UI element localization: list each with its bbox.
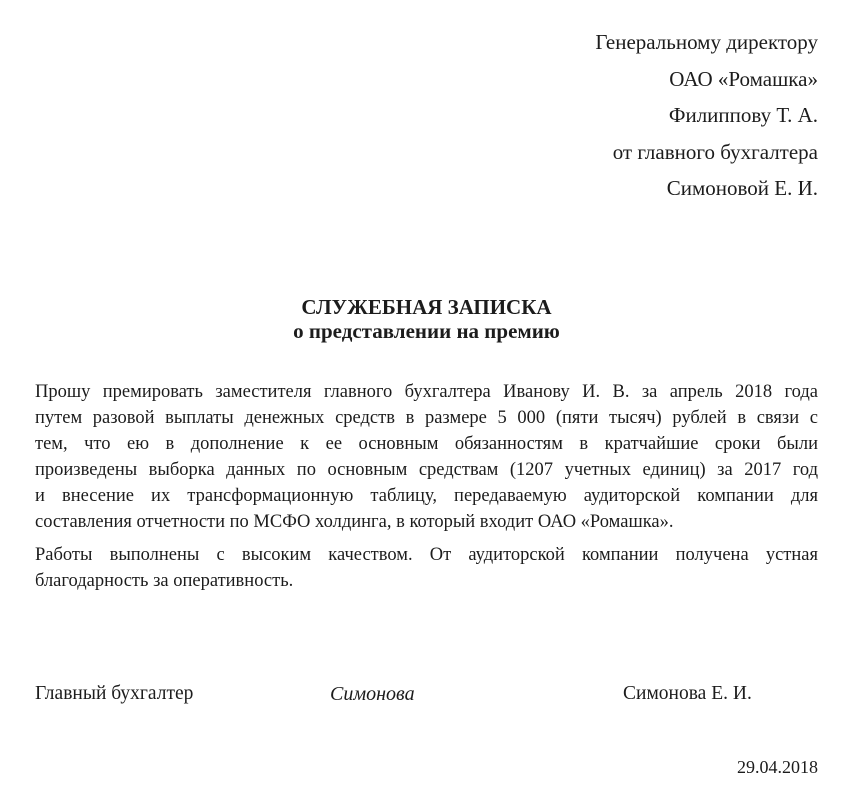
text-line: составления отчетности по МСФО холдинга, в который входит ОАО «Ромашка». xyxy=(35,511,674,532)
text-line: благодарность за оперативность. xyxy=(35,570,294,591)
text-line: Симоновой Е. И. xyxy=(666,176,818,200)
text-line: и внесение их трансформационную таблицу, передаваемую аудиторской компании для xyxy=(35,485,818,506)
text-line: путем разовой выплаты денежных средств в размере 5 000 (пяти тысяч) рублей в связи с xyxy=(35,407,818,428)
body-paragraph-quality xyxy=(35,542,818,594)
handwritten-signature: Симонова xyxy=(330,682,415,705)
text-line: произведены выборка данных по основным средствам (1207 учетных единиц) за 2017 год xyxy=(35,459,818,480)
signer-position-label: Главный бухгалтер xyxy=(35,682,194,704)
document-title-block xyxy=(35,295,818,343)
text-line: Прошу премировать заместителя главного бухгалтера Иванову И. В. за апрель 2018 года xyxy=(35,381,818,402)
text-line: от главного бухгалтера xyxy=(612,139,818,164)
signer-name: Симонова Е. И. xyxy=(623,682,752,704)
text-line: ОАО «Ромашка» xyxy=(669,66,818,91)
text-line: тем, что ею в дополнение к ее основным обязанностям в кратчайшие сроки были xyxy=(35,433,818,454)
document-title: СЛУЖЕБНАЯ ЗАПИСКА xyxy=(301,294,552,319)
text-line: Работы выполнены с высоким качеством. От аудиторской компании получена устная xyxy=(35,544,818,565)
text-line: Филиппову Т. А. xyxy=(668,103,818,127)
signature-row xyxy=(35,681,818,707)
text-line: Генеральному директору xyxy=(595,30,818,54)
document-date: 29.04.2018 xyxy=(737,756,818,777)
recipient-address-block xyxy=(35,24,818,207)
document-subtitle: о представлении на премию xyxy=(293,318,560,343)
body-paragraph-request xyxy=(35,379,818,535)
